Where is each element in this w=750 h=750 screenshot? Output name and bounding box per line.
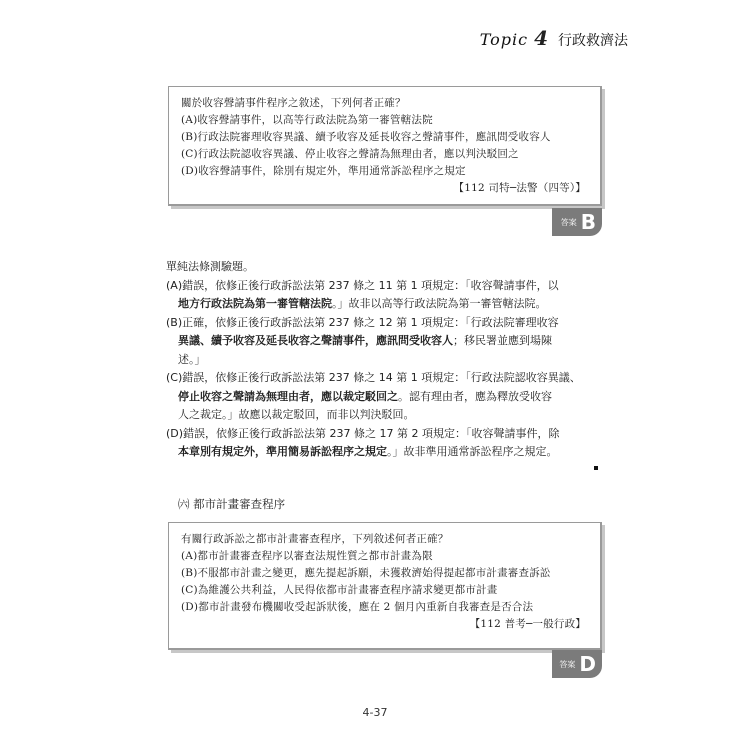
explanation-c-text: (C)錯誤，依修正後行政訴訟法第 237 條之 14 第 1 項規定：「行政法院認收容異議、 — [166, 371, 581, 384]
explanation-a-text: (A)錯誤，依修正後行政訴訟法第 237 條之 11 第 1 項規定：「收容聲請事件，以 — [166, 278, 559, 292]
explanation-d-post: 。」故非準用通常訴訟程序之規定。 — [387, 445, 558, 458]
option-d: (D)收容聲請事件，除別有規定外，準用通常訴訟程序之規定 — [181, 165, 466, 177]
explanation-a-bold: 地方行政法院為第一審管轄法院 — [178, 297, 332, 310]
explanation-d-text: (D)錯誤，依修正後行政訴訟法第 237 條之 17 第 2 項規定：「收容聲請事件，除 — [166, 426, 560, 440]
question-stem: 關於收容聲請事件程序之敘述，下列何者正確？ — [181, 97, 406, 109]
question-source: 【112 司特─法警（四等）】 — [453, 182, 586, 194]
explanation-d — [166, 425, 610, 462]
explanation-c-bold: 停止收容之聲請為無理由者，應以裁定駁回之 — [178, 389, 398, 403]
answer-letter: D — [579, 652, 596, 676]
section-heading: ㈥ 都市計畫審查程序 — [178, 497, 286, 511]
explanation-b-post: ；移民署並應到場陳 — [453, 334, 552, 347]
explanation-a-post: 。」故非以高等行政法院為第一審管轄法院。 — [332, 297, 547, 310]
explanation-b-post2: 述。」 — [178, 352, 206, 366]
end-mark — [594, 466, 598, 470]
answer-label: 答案 — [559, 659, 576, 669]
answer-tab-2 — [552, 650, 602, 678]
question-box-1 — [168, 86, 602, 206]
answer-label: 答案 — [560, 217, 577, 227]
explanation-b-text: (B)正確，依修正後行政訴訟法第 237 條之 12 第 1 項規定：「行政法院審理收容 — [166, 315, 559, 329]
explanation-d-bold: 本章別有規定外，準用簡易訴訟程序之規定 — [178, 445, 387, 458]
question-box-2 — [168, 522, 602, 650]
explanation — [166, 258, 610, 462]
option-c: (C)為維護公共利益，人民得依都市計畫審查程序請求變更都市計畫 — [181, 584, 498, 596]
topic-number: 4 — [534, 26, 548, 50]
answer-letter: B — [580, 210, 596, 234]
explanation-b — [166, 314, 610, 370]
option-b: (B)行政法院審理收容異議、續予收容及延長收容之聲請事件，應訊問受收容人 — [181, 131, 551, 143]
topic-word: Topic — [479, 30, 529, 49]
option-b: (B)不服都市計畫之變更，應先提起訴願，未獲救濟始得提起都市計畫審查訴訟 — [181, 567, 551, 579]
explanation-intro: 單純法條測驗題。 — [166, 260, 254, 273]
option-a: (A)收容聲請事件，以高等行政法院為第一審管轄法院 — [181, 114, 433, 126]
chapter-title: 行政救濟法 — [558, 33, 628, 49]
explanation-b-bold: 異議、續予收容及延長收容之聲請事件，應訊問受收容人 — [178, 334, 453, 347]
page-number: 4-37 — [362, 706, 388, 719]
answer-tab-1 — [552, 208, 602, 236]
explanation-a — [166, 277, 610, 314]
question-source: 【112 普考─一般行政】 — [469, 618, 586, 630]
option-c: (C)行政法院認收容異議、停止收容之聲請為無理由者，應以判決駁回之 — [181, 148, 519, 160]
option-d: (D)都市計畫發布機關收受起訴狀後，應在 2 個月內重新自我審查是否合法 — [181, 601, 534, 613]
explanation-c-post2: 人之裁定。」故應以裁定駁回，而非以判決駁回。 — [178, 408, 415, 421]
explanation-c — [166, 369, 610, 425]
explanation-c-post: 。認有理由者，應為釋放受收容 — [398, 389, 552, 403]
page-header — [480, 26, 628, 50]
option-a: (A)都市計畫審查程序以審查法規性質之都市計畫為限 — [181, 550, 433, 562]
question-stem: 有關行政訴訟之都市計畫審查程序，下列敘述何者正確？ — [181, 533, 449, 545]
